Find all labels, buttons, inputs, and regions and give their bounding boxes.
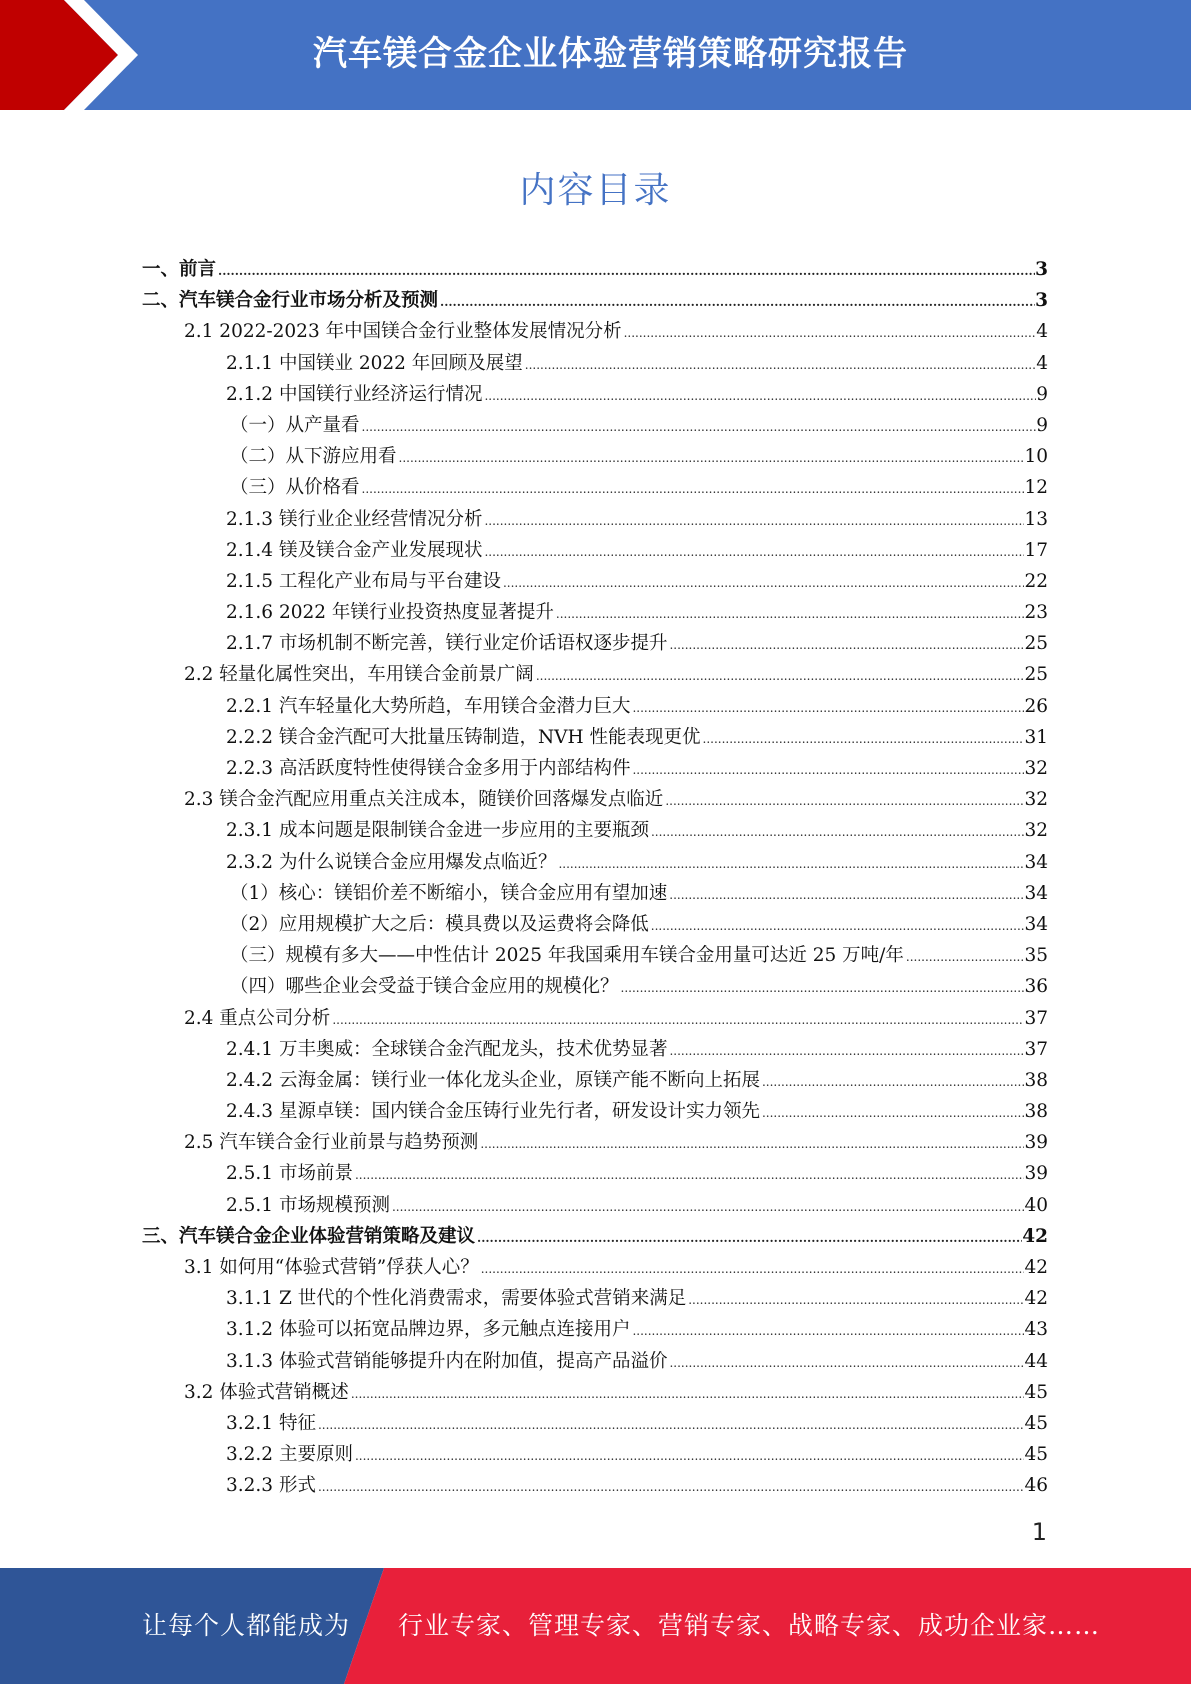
toc-entry-page: 38 bbox=[1024, 1069, 1048, 1091]
toc-entry[interactable] bbox=[142, 597, 1048, 628]
toc-entry-page: 45 bbox=[1024, 1412, 1048, 1434]
toc-entry-label: 2.2.1 汽车轻量化大势所趋，车用镁合金潜力巨大 bbox=[226, 695, 631, 717]
toc-entry[interactable] bbox=[142, 1346, 1048, 1377]
toc-dot-leader bbox=[649, 817, 1024, 848]
toc-dot-leader bbox=[667, 1348, 1024, 1379]
toc-entry[interactable] bbox=[142, 753, 1048, 784]
toc-title: 内容目录 bbox=[519, 170, 672, 211]
toc-entry-page: 35 bbox=[1024, 945, 1048, 967]
toc-entry-page: 46 bbox=[1024, 1475, 1048, 1497]
toc-entry-page: 34 bbox=[1024, 882, 1048, 904]
toc-entry[interactable] bbox=[142, 441, 1048, 472]
toc-entry[interactable] bbox=[142, 722, 1048, 753]
toc-dot-leader bbox=[630, 693, 1024, 724]
toc-entry-label: 2.1.1 中国镁业 2022 年回顾及展望 bbox=[226, 352, 523, 374]
toc-dot-leader bbox=[482, 537, 1024, 568]
toc-entry-page: 22 bbox=[1024, 570, 1048, 592]
toc-dot-leader bbox=[353, 1160, 1025, 1191]
toc-entry[interactable] bbox=[142, 971, 1048, 1002]
toc-dot-leader bbox=[397, 443, 1025, 474]
toc-dot-leader bbox=[667, 630, 1024, 661]
toc-entry-page: 13 bbox=[1024, 508, 1048, 530]
toc-entry[interactable] bbox=[142, 379, 1048, 410]
toc-dot-leader bbox=[701, 724, 1025, 755]
toc-entry[interactable] bbox=[142, 535, 1048, 566]
toc-dot-leader bbox=[667, 1036, 1024, 1067]
toc-entry-page: 4 bbox=[1036, 321, 1048, 343]
toc-entry[interactable] bbox=[142, 1377, 1048, 1408]
toc-entry-label: 2.1.5 工程化产业布局与平台建设 bbox=[226, 570, 501, 592]
toc-entry[interactable] bbox=[142, 1003, 1048, 1034]
table-of-contents bbox=[142, 254, 1048, 1502]
toc-dot-leader bbox=[622, 318, 1037, 349]
footer-slogan-right: 行业专家、管理专家、营销专家、战略专家、成功企业家…… bbox=[398, 1611, 1101, 1640]
toc-dot-leader bbox=[619, 973, 1025, 1004]
toc-entry[interactable] bbox=[142, 410, 1048, 441]
page-number: 1 bbox=[1031, 1518, 1047, 1546]
toc-entry-label: （三）从价格看 bbox=[230, 477, 360, 499]
toc-entry[interactable] bbox=[142, 878, 1048, 909]
toc-dot-leader bbox=[630, 1316, 1024, 1347]
toc-entry-label: 2.4.3 星源卓镁：国内镁合金压铸行业先行者，研发设计实力领先 bbox=[226, 1101, 760, 1123]
toc-entry-page: 37 bbox=[1024, 1038, 1048, 1060]
toc-entry-label: 3.1.2 体验可以拓宽品牌边界，多元触点连接用户 bbox=[226, 1319, 631, 1341]
toc-entry-page: 25 bbox=[1024, 664, 1048, 686]
toc-entry-page: 34 bbox=[1024, 851, 1048, 873]
toc-dot-leader bbox=[554, 599, 1025, 630]
toc-dot-leader bbox=[667, 880, 1024, 911]
toc-dot-leader bbox=[482, 506, 1024, 537]
toc-entry-page: 12 bbox=[1024, 477, 1048, 499]
toc-dot-leader bbox=[556, 849, 1024, 880]
toc-entry-label: 3.2.3 形式 bbox=[226, 1475, 316, 1497]
page-footer bbox=[0, 1568, 1191, 1684]
toc-entry-label: 2.2 轻量化属性突出，车用镁合金前景广阔 bbox=[184, 664, 534, 686]
toc-entry-page: 36 bbox=[1024, 976, 1048, 998]
toc-entry-label: 二、汽车镁合金行业市场分析及预测 bbox=[142, 290, 439, 312]
toc-entry-label: 3.2 体验式营销概述 bbox=[184, 1381, 349, 1403]
toc-entry[interactable] bbox=[142, 1065, 1048, 1096]
toc-entry-label: 3.1.3 体验式营销能够提升内在附加值，提高产品溢价 bbox=[226, 1350, 668, 1372]
toc-entry-label: 2.5 汽车镁合金行业前景与趋势预测 bbox=[184, 1132, 479, 1154]
toc-entry-page: 4 bbox=[1036, 352, 1048, 374]
toc-entry-page: 37 bbox=[1024, 1007, 1048, 1029]
toc-entry-label: （三）规模有多大——中性估计 2025 年我国乘用车镁合金用量可达近 25 万吨/年 bbox=[230, 945, 904, 967]
toc-dot-leader bbox=[630, 755, 1024, 786]
toc-entry-label: 2.1.7 市场机制不断完善，镁行业定价话语权逐步提升 bbox=[226, 633, 668, 655]
toc-entry-label: （四）哪些企业会受益于镁合金应用的规模化？ bbox=[230, 976, 619, 998]
toc-dot-leader bbox=[475, 1223, 1022, 1254]
toc-dot-leader bbox=[360, 474, 1025, 505]
toc-dot-leader bbox=[353, 1441, 1025, 1472]
toc-entry-label: 2.1.2 中国镁行业经济运行情况 bbox=[226, 383, 483, 405]
toc-entry-page: 9 bbox=[1036, 383, 1048, 405]
toc-entry[interactable] bbox=[142, 659, 1048, 690]
toc-entry[interactable] bbox=[142, 1252, 1048, 1283]
toc-entry-label: 3.2.1 特征 bbox=[226, 1412, 316, 1434]
toc-dot-leader bbox=[523, 350, 1036, 381]
toc-dot-leader bbox=[534, 661, 1025, 692]
toc-entry-page: 31 bbox=[1024, 726, 1048, 748]
toc-entry[interactable] bbox=[142, 254, 1048, 285]
toc-entry-page: 23 bbox=[1024, 602, 1048, 624]
toc-dot-leader bbox=[360, 412, 1037, 443]
toc-dot-leader bbox=[501, 568, 1024, 599]
toc-entry[interactable] bbox=[142, 1221, 1048, 1252]
toc-entry-label: 3.1 如何用“体验式营销”俘获人心？ bbox=[184, 1257, 479, 1278]
toc-entry-page: 45 bbox=[1024, 1381, 1048, 1403]
toc-entry[interactable] bbox=[142, 504, 1048, 535]
toc-entry-label: 2.5.1 市场前景 bbox=[226, 1163, 353, 1185]
toc-dot-leader bbox=[904, 942, 1025, 973]
toc-entry[interactable] bbox=[142, 847, 1048, 878]
toc-entry-label: 2.1.4 镁及镁合金产业发展现状 bbox=[226, 539, 483, 561]
toc-entry-page: 9 bbox=[1036, 414, 1048, 436]
toc-entry[interactable] bbox=[142, 316, 1048, 347]
toc-entry[interactable] bbox=[142, 691, 1048, 722]
toc-entry-label: 2.1 2022-2023 年中国镁合金行业整体发展情况分析 bbox=[184, 321, 622, 343]
toc-entry[interactable] bbox=[142, 1408, 1048, 1439]
toc-entry[interactable] bbox=[142, 628, 1048, 659]
toc-entry[interactable] bbox=[142, 784, 1048, 815]
toc-dot-leader bbox=[316, 1410, 1025, 1441]
toc-dot-leader bbox=[438, 287, 1035, 318]
toc-dot-leader bbox=[663, 786, 1024, 817]
toc-entry-page: 34 bbox=[1024, 913, 1048, 935]
toc-entry-label: 3.2.2 主要原则 bbox=[226, 1444, 353, 1466]
toc-entry-page: 25 bbox=[1024, 633, 1048, 655]
toc-entry-page: 42 bbox=[1024, 1288, 1048, 1310]
toc-entry[interactable] bbox=[142, 1190, 1048, 1221]
toc-entry-page: 32 bbox=[1024, 789, 1048, 811]
toc-entry[interactable] bbox=[142, 1283, 1048, 1314]
toc-entry-page: 10 bbox=[1024, 446, 1048, 468]
toc-entry[interactable] bbox=[142, 1314, 1048, 1345]
toc-entry-page: 40 bbox=[1024, 1194, 1048, 1216]
toc-entry[interactable] bbox=[142, 1127, 1048, 1158]
toc-entry-label: 2.5.1 市场规模预测 bbox=[226, 1194, 390, 1216]
toc-entry-label: 2.3.1 成本问题是限制镁合金进一步应用的主要瓶颈 bbox=[226, 820, 649, 842]
toc-entry[interactable] bbox=[142, 1034, 1048, 1065]
toc-entry[interactable] bbox=[142, 348, 1048, 379]
toc-entry-page: 44 bbox=[1024, 1350, 1048, 1372]
toc-entry-label: 三、汽车镁合金企业体验营销策略及建议 bbox=[142, 1225, 476, 1247]
toc-entry[interactable] bbox=[142, 1158, 1048, 1189]
toc-dot-leader bbox=[390, 1192, 1024, 1223]
toc-entry-page: 45 bbox=[1024, 1444, 1048, 1466]
toc-entry-label: （一）从产量看 bbox=[230, 414, 360, 436]
toc-entry-label: 2.4.1 万丰奥威：全球镁合金汽配龙头，技术优势显著 bbox=[226, 1038, 668, 1060]
report-title: 汽车镁合金企业体验营销策略研究报告 bbox=[313, 34, 908, 74]
toc-dot-leader bbox=[330, 1005, 1024, 1036]
toc-dot-leader bbox=[216, 256, 1035, 287]
toc-entry-page: 43 bbox=[1024, 1319, 1048, 1341]
toc-entry-page: 38 bbox=[1024, 1101, 1048, 1123]
toc-entry[interactable] bbox=[142, 472, 1048, 503]
toc-entry-label: 2.3 镁合金汽配应用重点关注成本，随镁价回落爆发点临近 bbox=[184, 789, 664, 811]
toc-dot-leader bbox=[482, 381, 1036, 412]
toc-dot-leader bbox=[479, 1254, 1025, 1285]
toc-entry[interactable] bbox=[142, 285, 1048, 316]
toc-entry-label: （二）从下游应用看 bbox=[230, 446, 397, 468]
toc-entry[interactable] bbox=[142, 1096, 1048, 1127]
page-header bbox=[0, 0, 1191, 110]
toc-entry-page: 3 bbox=[1035, 259, 1048, 280]
toc-entry-label: 2.1.6 2022 年镁行业投资热度显著提升 bbox=[226, 602, 554, 624]
toc-dot-leader bbox=[686, 1285, 1024, 1316]
toc-entry-label: （1）核心：镁铝价差不断缩小，镁合金应用有望加速 bbox=[230, 882, 668, 904]
toc-entry-label: 2.2.3 高活跃度特性使得镁合金多用于内部结构件 bbox=[226, 758, 631, 779]
toc-dot-leader bbox=[649, 911, 1025, 942]
toc-dot-leader bbox=[349, 1379, 1025, 1410]
toc-entry[interactable] bbox=[142, 815, 1048, 846]
toc-entry-label: 一、前言 bbox=[142, 259, 217, 280]
toc-entry-page: 32 bbox=[1024, 758, 1048, 779]
toc-entry-label: （2）应用规模扩大之后：模具费以及运费将会降低 bbox=[230, 913, 649, 935]
toc-entry-page: 39 bbox=[1024, 1132, 1048, 1154]
toc-entry[interactable] bbox=[142, 940, 1048, 971]
toc-dot-leader bbox=[760, 1098, 1024, 1129]
toc-entry-label: 2.1.3 镁行业企业经营情况分析 bbox=[226, 508, 483, 530]
toc-entry[interactable] bbox=[142, 909, 1048, 940]
toc-entry-page: 26 bbox=[1024, 695, 1048, 717]
toc-entry[interactable] bbox=[142, 1470, 1048, 1501]
toc-entry-page: 42 bbox=[1022, 1225, 1048, 1247]
toc-entry-label: 2.2.2 镁合金汽配可大批量压铸制造，NVH 性能表现更优 bbox=[226, 726, 701, 748]
toc-entry-page: 42 bbox=[1024, 1257, 1048, 1278]
toc-entry-label: 2.4.2 云海金属：镁行业一体化龙头企业，原镁产能不断向上拓展 bbox=[226, 1069, 760, 1091]
toc-dot-leader bbox=[478, 1129, 1024, 1160]
toc-entry-page: 17 bbox=[1024, 539, 1048, 561]
toc-entry-label: 2.3.2 为什么说镁合金应用爆发点临近？ bbox=[226, 851, 557, 873]
toc-entry-page: 3 bbox=[1035, 290, 1048, 312]
toc-entry-label: 2.4 重点公司分析 bbox=[184, 1007, 331, 1029]
toc-entry-page: 32 bbox=[1024, 820, 1048, 842]
toc-entry-page: 39 bbox=[1024, 1163, 1048, 1185]
toc-dot-leader bbox=[760, 1067, 1024, 1098]
toc-entry[interactable] bbox=[142, 566, 1048, 597]
toc-entry-label: 3.1.1 Z 世代的个性化消费需求，需要体验式营销来满足 bbox=[226, 1288, 687, 1310]
toc-entry[interactable] bbox=[142, 1439, 1048, 1470]
footer-slogan-left: 让每个人都能成为 bbox=[142, 1611, 351, 1640]
toc-dot-leader bbox=[316, 1472, 1025, 1503]
